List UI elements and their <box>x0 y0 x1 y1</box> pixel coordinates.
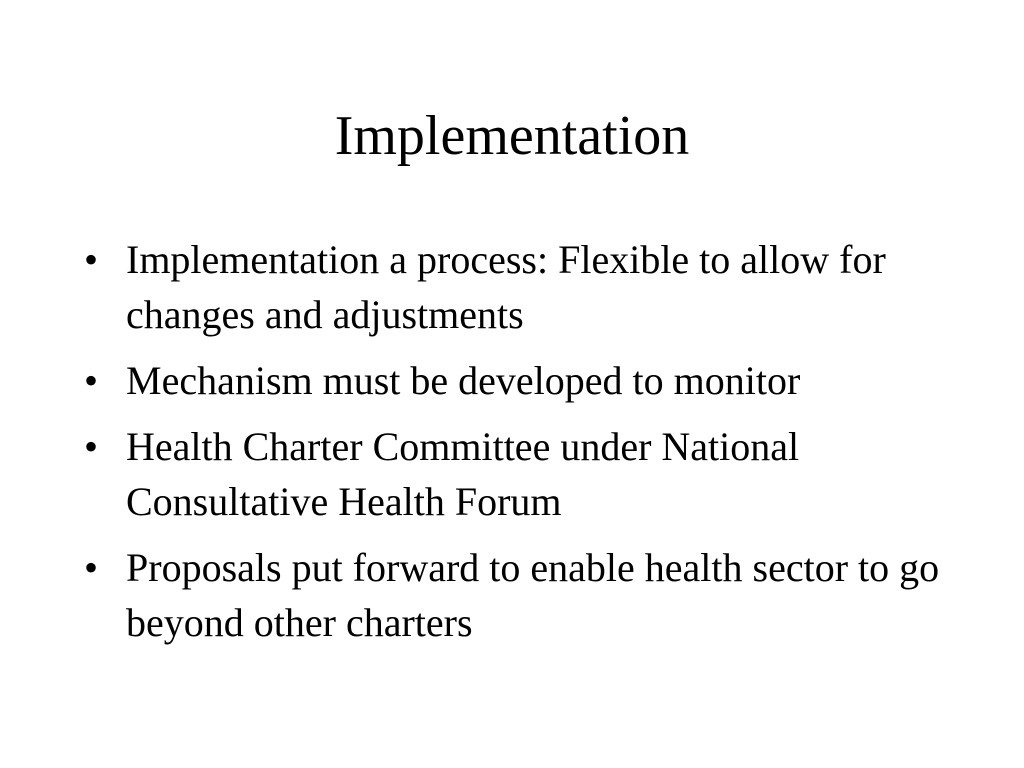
bullet-icon: • <box>84 545 99 590</box>
bullet-icon: • <box>84 237 99 282</box>
bullet-icon: • <box>84 424 99 469</box>
bullet-item <box>84 419 964 529</box>
slide-title: Implementation <box>334 105 690 167</box>
bullet-text: Proposals put forward to enable health sector to go beyond other charters <box>126 545 940 645</box>
bullet-item <box>84 232 964 342</box>
bullet-icon: • <box>84 358 99 403</box>
bullet-text: Mechanism must be developed to monitor <box>126 358 801 403</box>
bullet-item <box>84 540 964 650</box>
bullet-list <box>84 232 964 661</box>
bullet-text: Implementation a process: Flexible to allow for changes and adjustments <box>126 237 886 337</box>
bullet-item <box>84 353 964 408</box>
bullet-text: Health Charter Committee under National Consultative Health Forum <box>126 424 800 524</box>
